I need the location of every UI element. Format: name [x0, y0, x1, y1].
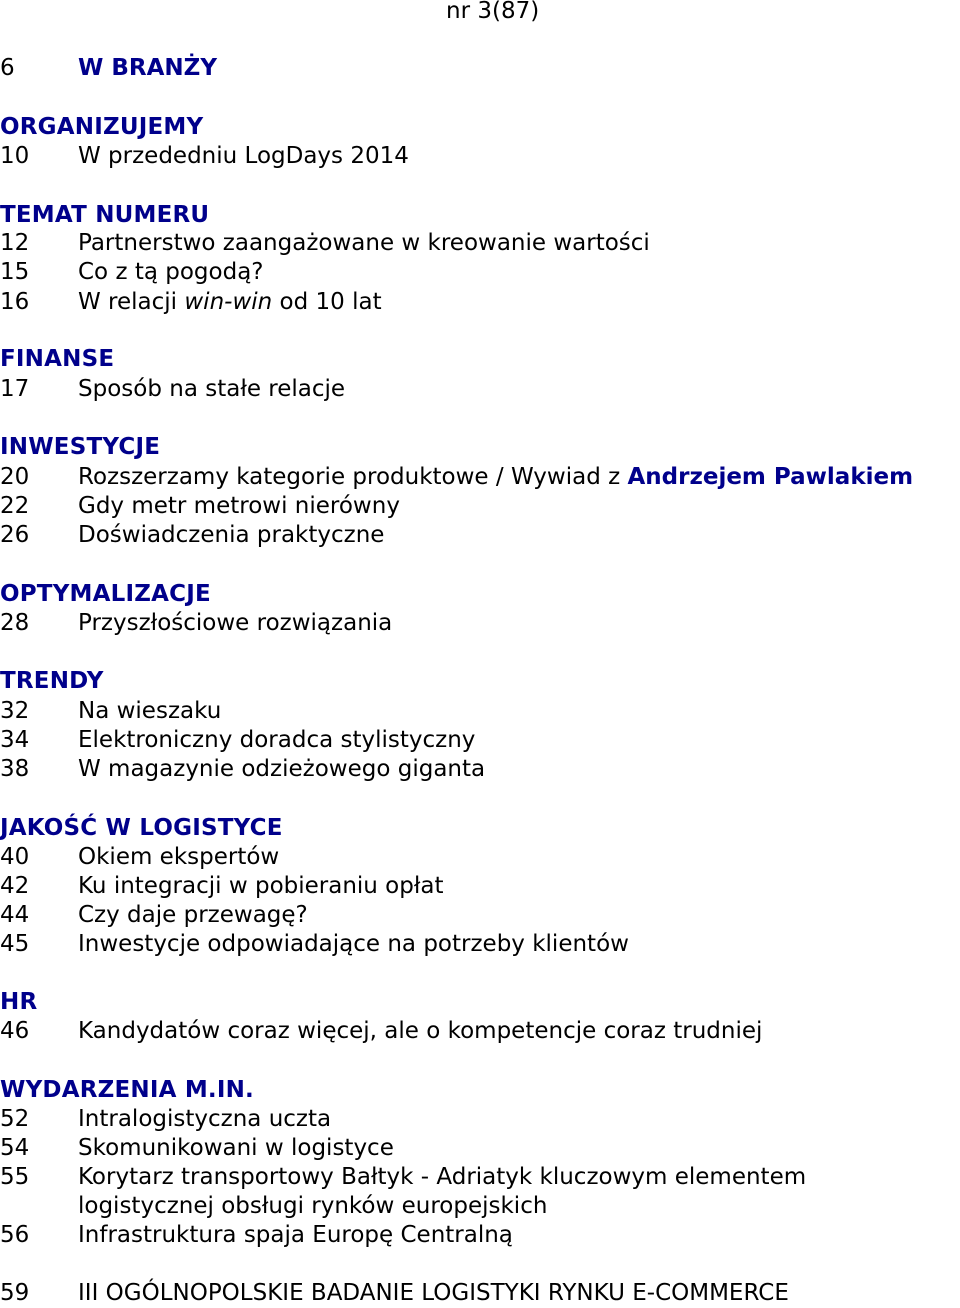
page-number: 17	[0, 376, 30, 402]
page-number: 55	[0, 1164, 30, 1190]
entry-title: Co z tą pogodą?	[78, 259, 264, 285]
entry-title-part: od 10 lat	[272, 289, 382, 315]
entry-title: Na wieszaku	[78, 698, 222, 724]
section-heading-hr: HR	[0, 989, 38, 1015]
page-number: 15	[0, 259, 30, 285]
page-number: 56	[0, 1222, 30, 1248]
entry-title: III OGÓLNOPOLSKIE BADANIE LOGISTYKI RYNKU E-COMMERCE	[78, 1280, 789, 1306]
entry-title: Skomunikowani w logistyce	[78, 1135, 394, 1161]
section-heading-jakosc-w-logistyce: JAKOŚĆ W LOGISTYCE	[0, 815, 283, 841]
entry-title: Doświadczenia praktyczne	[78, 522, 385, 548]
entry-title: Infrastruktura spaja Europę Centralną	[78, 1222, 513, 1248]
entry-title	[78, 288, 382, 317]
page-number: 16	[0, 289, 30, 315]
entry-title: Ku integracji w pobieraniu opłat	[78, 873, 444, 899]
entry-title: Przyszłościowe rozwiązania	[78, 610, 393, 636]
page-number: 45	[0, 931, 30, 957]
page-number: 22	[0, 493, 30, 519]
page-number: 42	[0, 873, 30, 899]
section-heading-trendy: TRENDY	[0, 668, 104, 694]
entry-title: W magazynie odzieżowego giganta	[78, 756, 486, 782]
section-heading-organizujemy: ORGANIZUJEMY	[0, 114, 204, 140]
section-heading-inwestycje: INWESTYCJE	[0, 434, 161, 460]
page-number: 52	[0, 1106, 30, 1132]
entry-title: Gdy metr metrowi nierówny	[78, 493, 400, 519]
entry-title: Kandydatów coraz więcej, ale o kompetencje coraz trudniej	[78, 1018, 763, 1044]
section-heading-finanse: FINANSE	[0, 346, 115, 372]
section-heading-optymalizacje: OPTYMALIZACJE	[0, 581, 211, 607]
entry-title-part: Rozszerzamy kategorie produktowe / Wywiad z	[78, 464, 628, 490]
page-number: 59	[0, 1280, 30, 1306]
page-number: 6	[0, 55, 15, 81]
page-number: 34	[0, 727, 30, 753]
interviewee-name: Andrzejem Pawlakiem	[627, 464, 914, 490]
page-number: 32	[0, 698, 30, 724]
page-number: 26	[0, 522, 30, 548]
issue-number: nr 3(87)	[446, 0, 540, 24]
page-number: 44	[0, 902, 30, 928]
page-number: 54	[0, 1135, 30, 1161]
page-number: 20	[0, 464, 30, 490]
page-number: 10	[0, 143, 30, 169]
entry-title: Partnerstwo zaangażowane w kreowanie wartości	[78, 230, 650, 256]
entry-title: Inwestycje odpowiadające na potrzeby klientów	[78, 931, 629, 957]
entry-title: Intralogistyczna uczta	[78, 1106, 332, 1132]
entry-title: Korytarz transportowy Bałtyk - Adriatyk kluczowym elementem logistycznej obsługi rynków europejskich	[78, 1164, 807, 1219]
entry-title: W BRANŻY	[78, 55, 217, 81]
entry-title	[78, 463, 913, 492]
page-number: 38	[0, 756, 30, 782]
page-number: 40	[0, 844, 30, 870]
section-heading-temat-numeru: TEMAT NUMERU	[0, 202, 210, 228]
entry-title: W przededniu LogDays 2014	[78, 143, 409, 169]
page-number: 28	[0, 610, 30, 636]
entry-title: Czy daje przewagę?	[78, 902, 308, 928]
entry-title-emphasis: win-win	[184, 289, 273, 315]
entry-title: Sposób na stałe relacje	[78, 376, 346, 402]
page-number: 46	[0, 1018, 30, 1044]
page-number: 12	[0, 230, 30, 256]
entry-title: Okiem ekspertów	[78, 844, 280, 870]
entry-title-part: W relacji	[78, 289, 185, 315]
entry-title: Elektroniczny doradca stylistyczny	[78, 727, 476, 753]
section-heading-wydarzenia: WYDARZENIA M.IN.	[0, 1077, 254, 1103]
